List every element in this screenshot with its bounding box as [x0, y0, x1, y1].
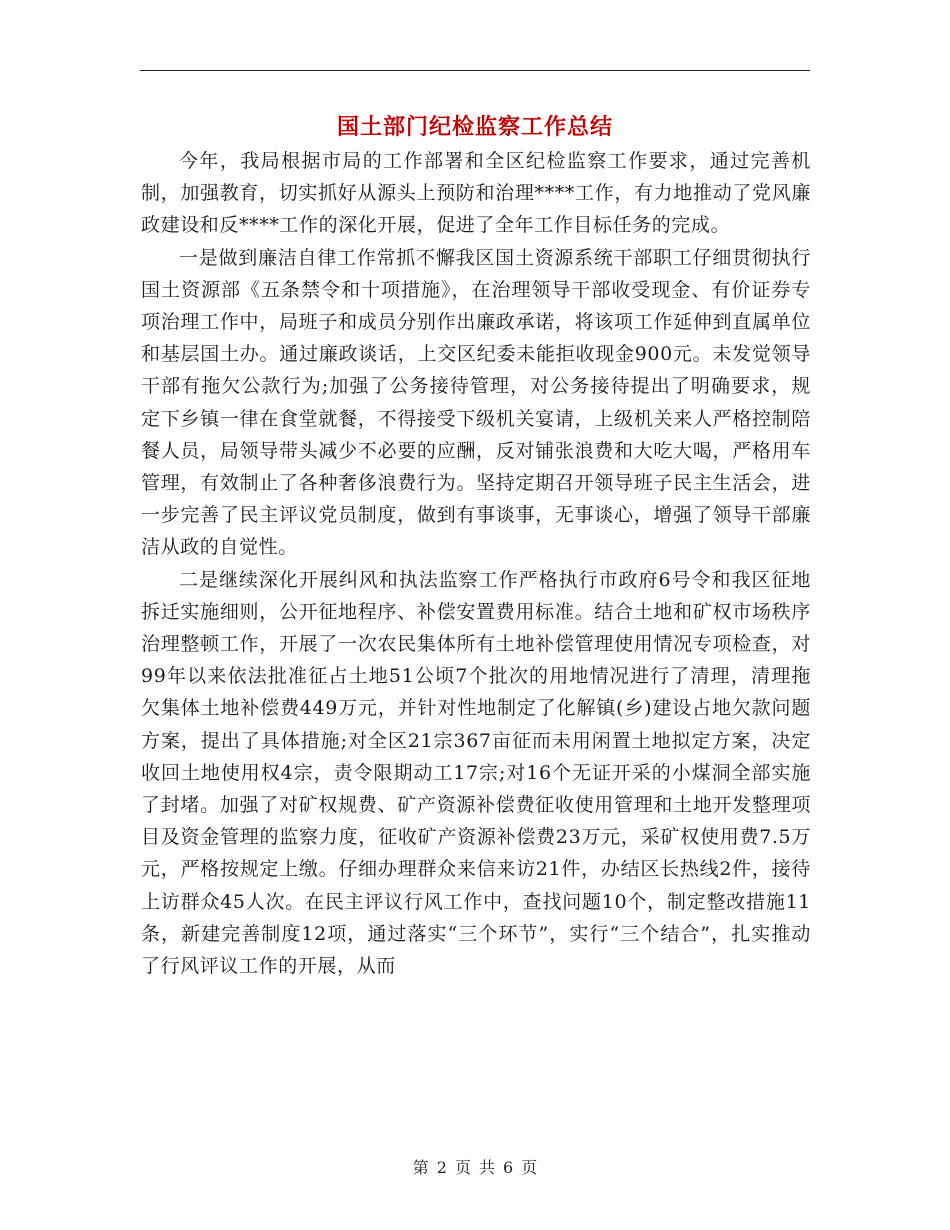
- footer-current-page: 2: [436, 1158, 447, 1177]
- paragraph-integrity: 一是做到廉洁自律工作常抓不懈我区国土资源系统干部职工仔细贯彻执行国土资源部《五条禁令和十项措施》，在治理领导干部收受现金、有价证券专项治理工作中，局班子和成员分别作出廉政承诺，将该项工作延伸到直属单位和基层国土办。通过廉政谈话，上交区纪委未能拒收现金900元。未发觉领导干部有拖欠公款行为;加强了公务接待管理，对公务接待提出了明确要求，规定下乡镇一律在食堂就餐，不得接受下级机关宴请，上级机关来人严格控制陪餐人员，局领导带头减少不必要的应酬，反对铺张浪费和大吃大喝，严格用车管理，有效制止了各种奢侈浪费行为。坚持定期召开领导班子民主生活会，进一步完善了民主评议党员制度，做到有事谈事，无事谈心，增强了领导干部廉洁从政的自觉性。: [141, 246, 811, 559]
- page-footer: [0, 1155, 950, 1178]
- footer-total-pages: 6: [503, 1158, 514, 1177]
- document-title: 国土部门纪检监察工作总结: [336, 114, 613, 140]
- paragraph-intro: 今年，我局根据市局的工作部署和全区纪检监察工作要求，通过完善机制，加强教育，切实抓好从源头上预防和治理****工作，有力地推动了党风廉政建设和反****工作的深化开展，促进了全年工作目标任务的完成。: [141, 150, 811, 237]
- footer-gong: 共: [479, 1158, 496, 1177]
- footer-ye: 页: [454, 1158, 471, 1177]
- paragraph-supervision: 二是继续深化开展纠风和执法监察工作严格执行市政府6号令和我区征地拆迁实施细则，公开征地程序、补偿安置费用标准。结合土地和矿权市场秩序治理整顿工作，开展了一次农民集体所有土地补偿管理使用情况专项检查，对99年以来依法批准征占土地51公顷7个批次的用地情况进行了清理，清理拖欠集体土地补偿费449万元，并针对性地制定了化解镇(乡)建设占地欠款问题方案，提出了具体措施;对全区21宗367亩征而未用闲置土地拟定方案，决定收回土地使用权4宗，责令限期动工17宗;对16个无证开采的小煤洞全部实施了封堵。加强了对矿权规费、矿产资源补偿费征收使用管理和土地开发整理项目及资金管理的监察力度，征收矿产资源补偿费23万元，采矿权使用费7.5万元，严格按规定上缴。仔细办理群众来信来访21件，办结区长热线2件，接待上访群众45人次。在民主评议行风工作中，查找问题10个，制定整改措施11条，新建完善制度12项，通过落实“三个环节”，实行“三个结合”，扎实推动了行风评议工作的开展，从而: [141, 568, 811, 978]
- footer-ye-end: 页: [521, 1158, 538, 1177]
- document-body: [141, 145, 811, 982]
- footer-di: 第: [412, 1158, 429, 1177]
- header-rule: [140, 70, 810, 71]
